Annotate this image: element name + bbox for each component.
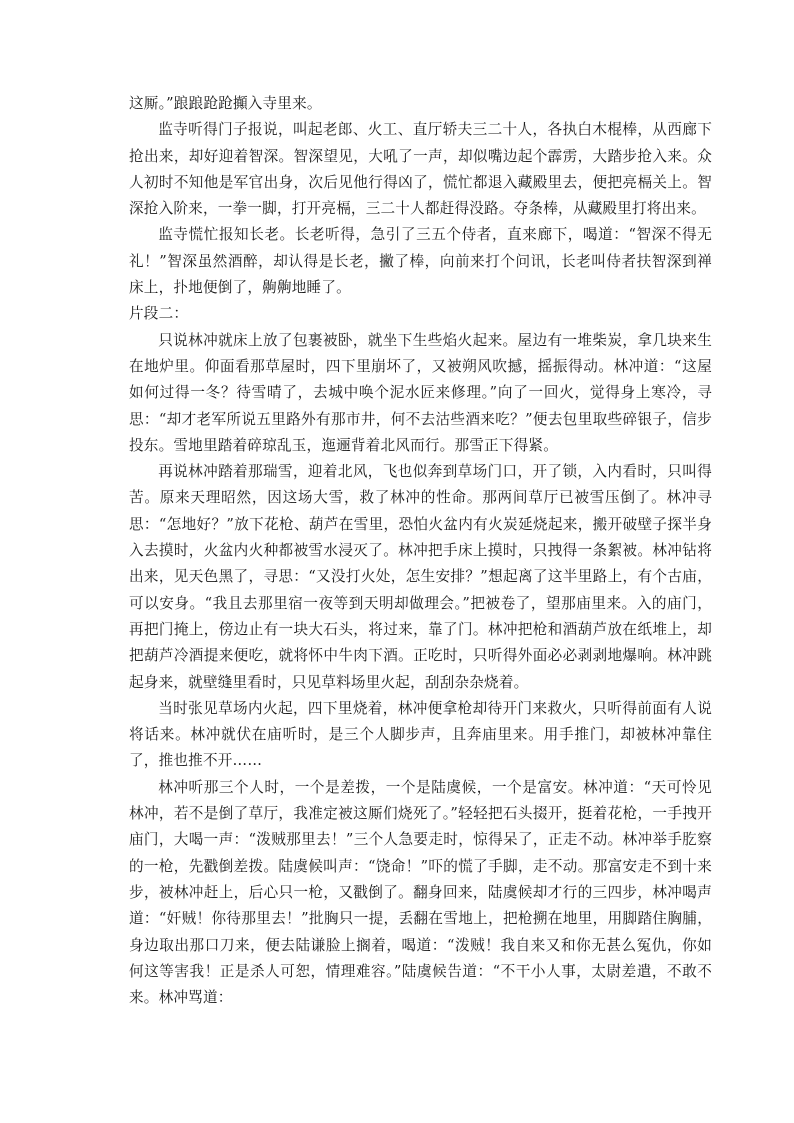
paragraph: 林冲听那三个人时，一个是差拨，一个是陆虞候，一个是富安。林冲道：“天可怜见林冲，若不是倒了草厅，我准定被这厮们烧死了。”轻轻把石头掇开，挺着花枪，一手拽开庙门，大喝一声：“泼贼那里去！”三个人急要走时，惊得呆了，正走不动。林冲举手肐察的一枪，先戳倒差拨。陆虞候叫声：“饶命！”吓的慌了手脚，走不动。那富安走不到十来步，被林冲赶上，后心只一枪，又戳倒了。翻身回来，陆虞候却才行的三四步，林冲喝声道：“奸贼！你待那里去！”批胸只一提，丢翻在雪地上，把枪搠在地里，用脚踏住胸脯，身边取出那口刀来，便去陆谦脸上搁着，喝道：“泼贼！我自来又和你无甚么冤仇，你如何这等害我！正是杀人可恕，情理难容。”陆虞候告道：“不干小人事，太尉差遣，不敢不来。林冲骂道： xyxy=(129,778,712,1007)
paragraph: 监寺慌忙报知长老。长老听得，急引了三五个侍者，直来廊下，喝道：“智深不得无礼！”智深虽然酒醉，却认得是长老，撇了棒，向前来打个问讯，长老叫侍者扶智深到禅床上，扑地便倒了，齁齁地睡了。 xyxy=(129,226,712,297)
document-page xyxy=(129,91,712,1011)
section-heading: 片段二： xyxy=(129,305,189,323)
paragraph: 再说林冲踏着那瑞雪，迎着北风，飞也似奔到草场门口，开了锁，入内看时，只叫得苦。原来天理昭然，因这场大雪，救了林冲的性命。那两间草厅已被雪压倒了。林冲寻思：“怎地好？”放下花枪、葫芦在雪里，恐怕火盆内有火炭延烧起来，搬开破壁子探半身入去摸时，火盆内火种都被雪水浸灭了。林冲把手床上摸时，只拽得一条絮被。林冲钻将出来，见天色黑了，寻思：“又没打火处，怎生安排？”想起离了这半里路上，有个古庙，可以安身。“我且去那里宿一夜等到天明却做理会。”把被卷了，望那庙里来。入的庙门，再把门掩上，傍边止有一块大石头，将过来，靠了门。林冲把枪和酒葫芦放在纸堆上，却把葫芦冷酒提来便吃，就将怀中牛肉下酒。正吃时，只听得外面必必剥剥地爆响。林冲跳起身来，就壁缝里看时，只见草料场里火起，刮刮杂杂烧着。 xyxy=(129,463,712,691)
paragraph: 监寺听得门子报说，叫起老郎、火工、直厅轿夫三二十人，各执白木棍棒，从西廊下抢出来，却好迎着智深。智深望见，大吼了一声，却似嘴边起个霹雳，大踏步抢入来。众人初时不知他是军官出身，次后见他行得凶了，慌忙都退入藏殿里去，便把亮槅关上。智深抢入阶来，一拳一脚，打开亮槅，三二十人都赶得没路。夺条棒，从藏殿里打将出来。 xyxy=(129,121,712,218)
paragraph: 这厮。”踉踉跄跄攧入寺里来。 xyxy=(129,95,322,112)
paragraph: 只说林冲就床上放了包裹被卧，就坐下生些焰火起来。屋边有一堆柴炭，拿几块来生在地炉里。仰面看那草屋时，四下里崩坏了，又被朔风吹撼，摇振得动。林冲道：“这屋如何过得一冬？待雪晴了，去城中唤个泥水匠来修理。”向了一回火，觉得身上寒冷，寻思：“却才老军所说五里路外有那市井，何不去沽些酒来吃？”便去包里取些碎银子，信步投东。雪地里踏着碎琼乱玉，迤逦背着北风而行。那雪正下得紧。 xyxy=(129,331,712,454)
paragraph: 当时张见草场内火起，四下里烧着，林冲便拿枪却待开门来救火，只听得前面有人说将话来。林冲就伏在庙听时，是三个人脚步声，且奔庙里来。用手推门，却被林冲靠住了，推也推不开…… xyxy=(129,699,712,770)
